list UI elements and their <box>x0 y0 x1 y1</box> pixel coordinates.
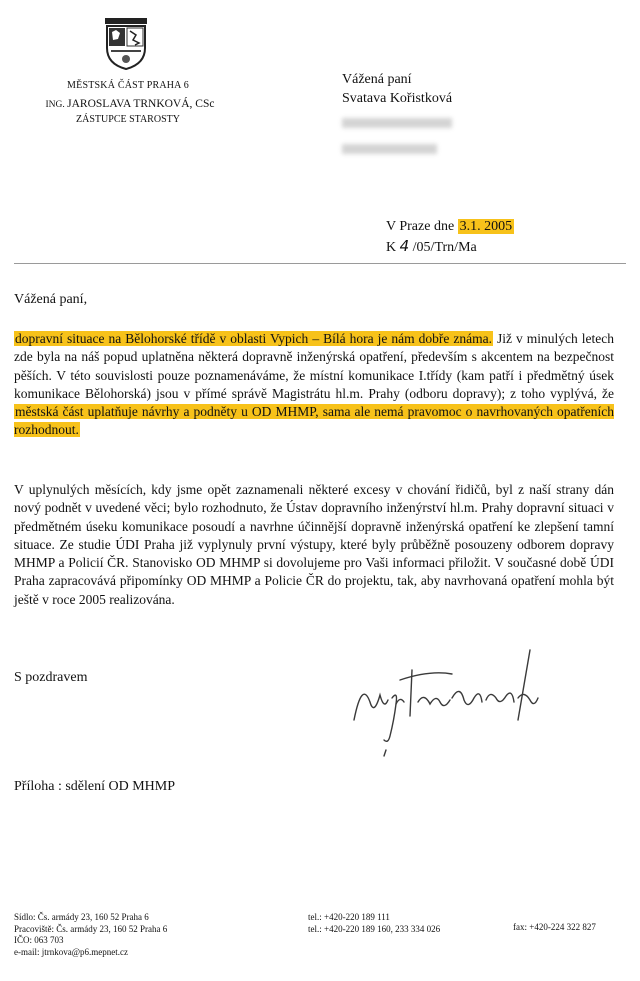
sender-person: JAROSLAVA TRNKOVÁ <box>67 98 190 110</box>
highlighted-text: městská část uplatňuje návrhy a podněty u OD MHMP, sama ale nemá pravomoc o navrhovaných opatřeních rozhodnout. <box>14 404 614 438</box>
paragraph-2: V uplynulých měsících, kdy jsme opět zaznamenali některé excesy v chování řidičů, byl z naší strany dán nový podnět v uvedené věci; bylo rozhodnuto, že Ústav dopravního inženýrství hl.m. Prahy dopravní situaci v předmětném úseku komunikace posoudí a navrhne účinnější dopravně inženýrská opatření ke zlepšení tamní situace. Ze studie ÚDI Praha již vyplynuly první výstupy, které byly průběžně posouzeny odborem dopravy MHMP a Policií ČR. Stanovisko OD MHMP si dovolujeme pro Vaši informaci přiložit. V současné době ÚDI Praha zapracovává připomínky OD MHMP a Policie ČR do projektu, tak, aby navrhovaná opatření mohla být ještě v roce 2005 realizována. <box>14 482 614 607</box>
highlighted-text: dopravní situace na Bělohorské třídě v oblasti Vypich – Bílá hora je nám dobře známa. <box>15 331 492 346</box>
greeting: Vážená paní, <box>14 292 88 307</box>
footer-email: e-mail: jtrnkova@p6.mepnet.cz <box>14 946 128 957</box>
footer-address <box>14 912 244 958</box>
paragraph-text: Již v minulých letech zde byla na náš popud uplatněna některá dopravně inženýrská opatření, především s akcentem na bezpečnost pěších. V této souvislosti pouze poznamenáváme, že místní komunikace I.třídy (kam patří i předmětný úsek komunikace Bělohorská) jsou v přímé správě Magistrátu hl.m. Prahy (odboru dopravy); z toho vyplývá, že <box>14 331 614 401</box>
footer-fax: fax: +420-224 322 827 <box>513 922 596 932</box>
redacted-address-line <box>342 118 452 128</box>
sender-name <box>10 98 250 110</box>
footer-seat: Sídlo: Čs. armády 23, 160 52 Praha 6 <box>14 912 149 922</box>
letter-date: 3.1. 2005 <box>459 219 513 234</box>
date-line <box>386 219 514 235</box>
sender-organization: MĚSTSKÁ ČÁST PRAHA 6 <box>67 80 189 91</box>
footer-ico: IČO: 063 703 <box>14 935 64 945</box>
recipient-name: Svatava Kořistková <box>342 91 453 106</box>
footer-tel-2: tel.: +420-220 189 160, 233 334 026 <box>308 923 441 934</box>
divider <box>14 263 626 264</box>
sender-role: ZÁSTUPCE STAROSTY <box>76 114 180 125</box>
sender-title-suffix: , CSc <box>189 98 215 110</box>
reference-number <box>386 237 477 256</box>
ref-rest: /05/Trn/Ma <box>412 240 477 255</box>
redacted-address-line <box>342 144 437 154</box>
footer-tel-1: tel.: +420-220 189 111 <box>308 912 390 922</box>
paragraph-1 <box>14 330 614 440</box>
sender-title-prefix: ING. <box>45 100 68 110</box>
footer-phones <box>308 912 508 935</box>
recipient-salutation: Vážená paní <box>342 72 412 87</box>
attachment-note: Příloha : sdělení OD MHMP <box>14 779 175 794</box>
date-prefix: V Praze dne <box>386 219 455 234</box>
ref-k: K <box>386 240 397 255</box>
signature <box>340 640 560 760</box>
ref-handwritten: 4 <box>399 237 410 255</box>
footer-workplace: Pracoviště: Čs. armády 23, 160 52 Praha 6 <box>14 923 168 934</box>
closing: S pozdravem <box>14 670 88 685</box>
coat-of-arms-icon <box>103 18 149 70</box>
